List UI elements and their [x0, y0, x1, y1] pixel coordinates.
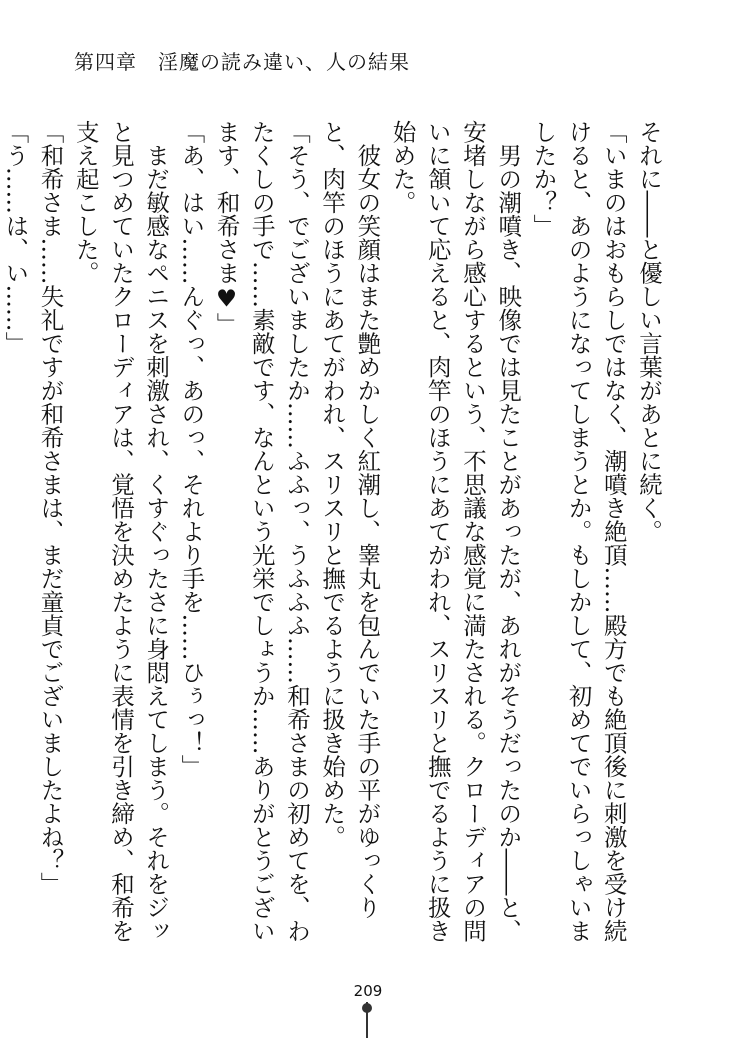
- paragraph: 「そう、でございましたか……ふふっ、うふふふ……和希さまの初めてを、わたくしの手で……素敵です、なんという光栄でしょうか……ありがとうございます、和希さま♥」: [212, 120, 311, 943]
- vertical-body-text: [1, 120, 666, 960]
- paragraph: まだ敏感なペニスを刺激され、くすぐったさに身悶えてしまう。それをジッと見つめていたクローディアは、覚悟を決めたように表情を引き締め、和希を支え起こした。: [71, 120, 171, 943]
- paragraph: 彼女の笑顔はまた艶めかしく紅潮し、睾丸を包んでいた手の平がゆっくりと、肉竿のほうにあてがわれ、スリスリと撫でるように扱き始めた。: [318, 120, 382, 919]
- paragraph: 男の潮噴き、映像では見たことがあったが、あれがそうだったのか――と、安堵しながら感心するという、不思議な感覚に満たされる。クローディアの問いに頷いて応えると、肉竿のほうにあてがわれ、スリスリと撫でるように扱き始めた。: [388, 120, 523, 943]
- folio-dot-icon: [362, 1003, 372, 1013]
- paragraph: 「う……は、い……」: [1, 120, 30, 355]
- paragraph: 「あ、はい……んぐっ、あのっ、それより手を……ひぅっ！」: [177, 120, 206, 778]
- paragraph: それに――と優しい言葉があとに続く。: [635, 120, 663, 543]
- chapter-title: 第四章 淫魔の読み違い、人の結果: [74, 50, 410, 74]
- paragraph: 「いまのはおもらしではなく、潮噴き絶頂……殿方でも絶頂後に刺激を受け続けると、あのようになってしまうとか。もしかして、初めてでいらっしゃいましたか？」: [529, 120, 628, 943]
- paragraph: 「和希さま……失礼ですが和希さまは、まだ童貞でございましたよね？」: [36, 120, 65, 896]
- page-number: 209: [353, 982, 383, 1000]
